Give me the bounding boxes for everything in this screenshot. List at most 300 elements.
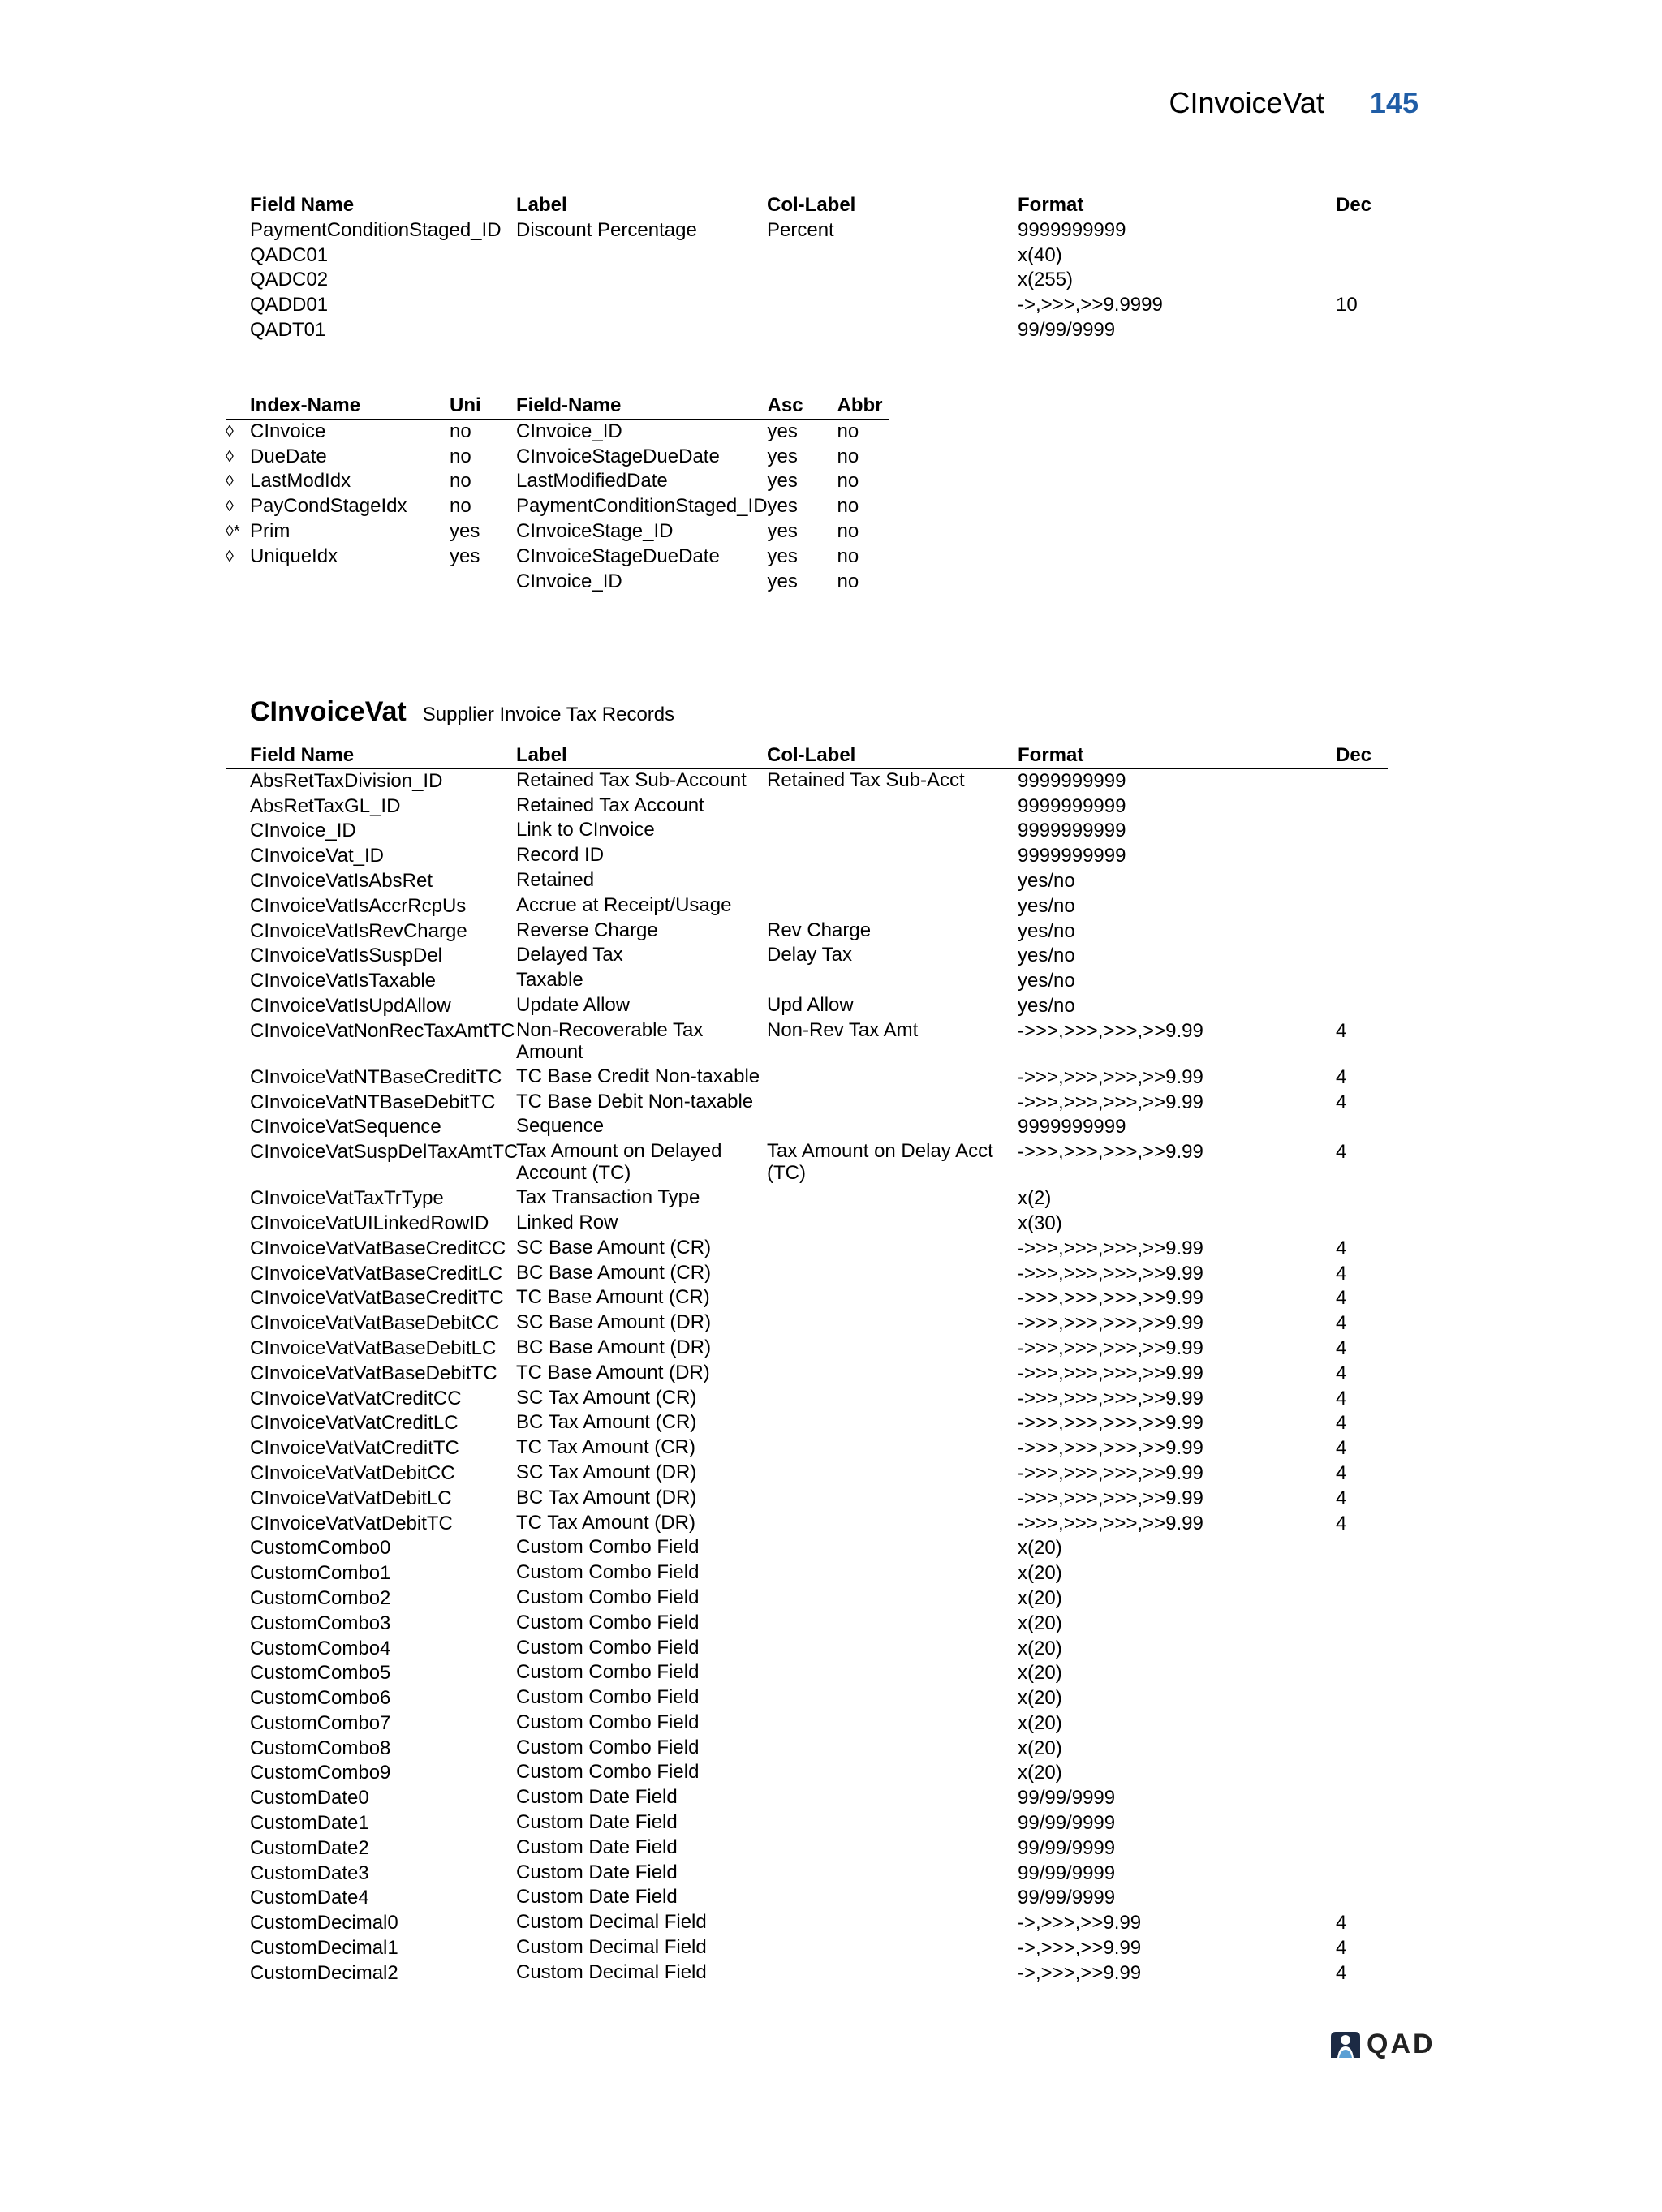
cell-uni: [450, 570, 516, 595]
table-header-row: [226, 193, 1388, 218]
table-row: [226, 1211, 1388, 1237]
table-row: [226, 544, 889, 570]
table-row: [226, 1411, 1388, 1436]
table-row: [226, 419, 889, 444]
table-row: [226, 1561, 1388, 1586]
column-header: Col-Label: [767, 194, 856, 216]
qad-logo-text: QAD: [1367, 2029, 1436, 2059]
table-row: [226, 969, 1388, 994]
cell-abbr: no: [837, 495, 859, 518]
cell-label: TC Base Debit Non-taxable: [516, 1090, 754, 1112]
cell-dec: [1336, 218, 1388, 243]
row-spacer: [226, 844, 250, 869]
row-spacer: [226, 1686, 250, 1711]
table-row: [226, 819, 1388, 844]
cell-dec: [1336, 1886, 1388, 1911]
cell-col-label: [767, 1262, 1018, 1287]
cell-format: yes/no: [1018, 994, 1075, 1017]
cell-format: ->>>,>>>,>>>,>>9.99: [1018, 1312, 1203, 1335]
cell-index-name: LastModIdx: [250, 470, 351, 493]
cell-dec: [1336, 1637, 1388, 1662]
cell-asc: yes: [767, 570, 798, 592]
index-marker: ◊: [226, 472, 234, 491]
cell-col-label: [767, 1091, 1018, 1116]
cell-field-name: CInvoiceVatVatCreditLC: [250, 1412, 459, 1435]
index-marker: ◊: [226, 422, 234, 441]
cell-dec: 4: [1336, 1091, 1347, 1113]
row-spacer: [226, 1512, 250, 1537]
cell-format: 9999999999: [1018, 794, 1126, 817]
cell-field-name: CInvoiceStage_ID: [516, 519, 674, 542]
cell-label: Custom Combo Field: [516, 1536, 700, 1559]
cell-col-label: [767, 1512, 1018, 1537]
cell-label: [516, 293, 767, 318]
cell-label: Accrue at Receipt/Usage: [516, 893, 732, 916]
cell-index-name: CInvoice: [250, 420, 326, 442]
cell-col-label: [767, 1286, 1018, 1311]
row-spacer: [226, 1411, 250, 1436]
cell-field-name: CustomCombo7: [250, 1711, 391, 1734]
row-spacer: [226, 768, 250, 794]
index-marker: ◊*: [226, 522, 240, 540]
row-spacer: [226, 1886, 250, 1911]
cell-label: Custom Date Field: [516, 1811, 678, 1834]
cell-label: Custom Date Field: [516, 1835, 678, 1858]
cell-col-label: [767, 869, 1018, 894]
cell-label: Custom Date Field: [516, 1786, 678, 1809]
cell-col-label: [767, 969, 1018, 994]
index-marker: ◊: [226, 447, 234, 466]
column-header: Dec: [1336, 194, 1372, 216]
cell-label: [516, 243, 767, 269]
row-spacer: [226, 1019, 250, 1065]
cell-field-name: QADT01: [250, 318, 326, 341]
table-header-row: [226, 743, 1388, 768]
cell-label: [516, 318, 767, 343]
cell-label: Custom Decimal Field: [516, 1911, 707, 1934]
cell-col-label: [767, 894, 1018, 919]
cell-col-label: [767, 1836, 1018, 1861]
cell-label: Update Allow: [516, 993, 631, 1016]
cell-label: Custom Date Field: [516, 1861, 678, 1883]
cell-field-name: CInvoiceStageDueDate: [516, 445, 720, 467]
cell-format: x(20): [1018, 1762, 1062, 1784]
header-spacer: [226, 394, 250, 419]
cell-field-name: AbsRetTaxDivision_ID: [250, 769, 443, 792]
table-row: [226, 944, 1388, 969]
cell-uni: no: [450, 420, 471, 442]
cell-label: SC Tax Amount (DR): [516, 1461, 697, 1483]
cell-field-name: CInvoiceVatVatBaseDebitCC: [250, 1312, 500, 1335]
cell-label: BC Base Amount (DR): [516, 1336, 712, 1358]
cell-format: ->,>>>,>>9.99: [1018, 1937, 1142, 1960]
cell-field-name: CInvoiceVatVatBaseDebitLC: [250, 1336, 497, 1359]
page-header-title: CInvoiceVat: [1169, 86, 1324, 119]
cell-field-name: CInvoiceVatIsSuspDel: [250, 945, 442, 967]
cell-label: TC Base Credit Non-taxable: [516, 1065, 760, 1087]
cell-col-label: [767, 1886, 1018, 1911]
row-spacer: [226, 1387, 250, 1412]
cell-dec: [1336, 1786, 1388, 1811]
cell-abbr: no: [837, 544, 859, 567]
cell-dec: 4: [1336, 1961, 1347, 1984]
cell-col-label: [767, 1861, 1018, 1887]
cell-format: ->>>,>>>,>>>,>>9.99: [1018, 1019, 1203, 1042]
row-spacer: [226, 1091, 250, 1116]
cell-dec: [1336, 1661, 1388, 1686]
cell-field-name: CInvoice_ID: [516, 570, 622, 592]
cell-field-name: CustomDate0: [250, 1787, 369, 1810]
cell-field-name: CInvoiceVatSequence: [250, 1116, 441, 1138]
cell-col-label: [767, 243, 1018, 269]
cell-field-name: CInvoiceVatVatBaseCreditLC: [250, 1262, 503, 1285]
table-row: [226, 1736, 1388, 1762]
cell-format: 99/99/9999: [1018, 1887, 1116, 1909]
row-spacer: [226, 243, 250, 269]
table-row: [226, 1861, 1388, 1887]
row-spacer: [226, 1140, 250, 1186]
cell-label: TC Tax Amount (CR): [516, 1436, 695, 1459]
cell-col-label: [767, 1561, 1018, 1586]
cell-label: Sequence: [516, 1115, 605, 1138]
table-row: [226, 1237, 1388, 1262]
cell-dec: [1336, 1211, 1388, 1237]
cell-format: 99/99/9999: [1018, 1787, 1116, 1810]
cell-dec: 4: [1336, 1312, 1347, 1335]
cell-col-label: [767, 1911, 1018, 1936]
cell-dec: [1336, 1861, 1388, 1887]
cell-dec: [1336, 994, 1388, 1019]
cell-field-name: CInvoiceVatUILinkedRowID: [250, 1211, 489, 1234]
cell-abbr: no: [837, 570, 859, 592]
cell-format: x(20): [1018, 1637, 1062, 1659]
row-spacer: [226, 1336, 250, 1362]
cell-format: ->,>>>,>>9.99: [1018, 1961, 1142, 1984]
cell-format: ->>>,>>>,>>>,>>9.99: [1018, 1141, 1203, 1164]
table-row: [226, 469, 889, 494]
cell-label: Tax Amount on Delayed Account (TC): [516, 1140, 722, 1185]
table-row: [226, 1065, 1388, 1091]
table-row: [226, 1612, 1388, 1637]
cell-format: yes/no: [1018, 945, 1075, 967]
cell-format: ->>>,>>>,>>>,>>9.99: [1018, 1387, 1203, 1409]
cell-col-label: [767, 1461, 1018, 1487]
row-spacer: [226, 1612, 250, 1637]
cell-format: yes/no: [1018, 894, 1075, 917]
cell-field-name: CInvoiceVatSuspDelTaxAmtTC: [250, 1141, 519, 1164]
row-spacer: [226, 1461, 250, 1487]
cell-col-label: [767, 1115, 1018, 1140]
column-header: Label: [516, 194, 567, 216]
table-row: [226, 293, 1388, 318]
cell-col-label: Percent: [767, 218, 834, 241]
table-row: [226, 1140, 1388, 1186]
cell-dec: 4: [1336, 1262, 1347, 1285]
table-row: [226, 1115, 1388, 1140]
row-spacer: [226, 1637, 250, 1662]
cell-asc: yes: [767, 420, 798, 442]
cell-field-name: CInvoiceVatIsUpdAllow: [250, 994, 451, 1017]
table-header-row: [226, 394, 889, 419]
row-spacer: [226, 1711, 250, 1736]
cell-dec: 4: [1336, 1141, 1347, 1164]
row-spacer: [226, 794, 250, 820]
cell-field-name: PaymentConditionStaged_ID: [516, 495, 768, 518]
table-row: [226, 570, 889, 595]
column-header: Field-Name: [516, 394, 768, 419]
cell-col-label: [767, 1711, 1018, 1736]
cell-label: Custom Combo Field: [516, 1586, 700, 1608]
cell-dec: [1336, 1811, 1388, 1836]
cell-format: ->>>,>>>,>>>,>>9.99: [1018, 1487, 1203, 1509]
cell-dec: 4: [1336, 1937, 1347, 1960]
cell-label: Linked Row: [516, 1211, 618, 1233]
cell-col-label: [767, 1686, 1018, 1711]
cell-label: Custom Combo Field: [516, 1761, 700, 1784]
cell-dec: [1336, 1115, 1388, 1140]
cell-field-name: CustomCombo5: [250, 1662, 391, 1685]
row-spacer: [226, 919, 250, 945]
column-header: Label: [516, 743, 767, 768]
cell-format: x(20): [1018, 1711, 1062, 1734]
cell-field-name: CustomCombo9: [250, 1762, 391, 1784]
cell-col-label: [767, 268, 1018, 293]
cell-abbr: no: [837, 519, 859, 542]
row-spacer: [226, 1911, 250, 1936]
cell-field-name: CInvoiceVat_ID: [250, 845, 384, 867]
cell-dec: 4: [1336, 1437, 1347, 1460]
cell-field-name: AbsRetTaxGL_ID: [250, 794, 401, 817]
table-row: [226, 1961, 1388, 1986]
row-spacer: [226, 969, 250, 994]
cell-field-name: CInvoiceVatIsRevCharge: [250, 919, 467, 942]
cell-dec: [1336, 819, 1388, 844]
cell-dec: [1336, 794, 1388, 820]
cell-dec: 4: [1336, 1512, 1347, 1534]
cell-col-label: [767, 1936, 1018, 1961]
cell-field-name: QADD01: [250, 294, 329, 316]
cell-col-label: [767, 1586, 1018, 1612]
cell-field-name: CustomDecimal1: [250, 1937, 398, 1960]
cell-format: x(20): [1018, 1537, 1062, 1560]
cell-label: Non-Recoverable Tax Amount: [516, 1018, 704, 1063]
cell-col-label: Non-Rev Tax Amt: [767, 1018, 919, 1041]
cell-label: Tax Transaction Type: [516, 1186, 700, 1209]
cell-col-label: [767, 1336, 1018, 1362]
table-row: [226, 1711, 1388, 1736]
cell-uni: no: [450, 470, 471, 493]
cell-field-name: CustomCombo8: [250, 1736, 391, 1759]
table-row: [226, 1461, 1388, 1487]
table-row: [226, 1761, 1388, 1786]
cell-format: x(30): [1018, 1211, 1062, 1234]
table-row: [226, 318, 1388, 343]
cell-dec: [1336, 844, 1388, 869]
cell-label: Custom Combo Field: [516, 1561, 700, 1584]
cell-field-name: PaymentConditionStaged_ID: [250, 218, 502, 241]
cell-dec: [1336, 1836, 1388, 1861]
cell-label: Retained Tax Sub-Account: [516, 768, 747, 791]
row-spacer: [226, 1487, 250, 1512]
table-row: [226, 768, 1388, 794]
cell-field-name: CustomCombo1: [250, 1562, 391, 1585]
cell-dec: 4: [1336, 1336, 1347, 1359]
row-spacer: [226, 1436, 250, 1461]
row-spacer: [226, 1211, 250, 1237]
page-header: [1169, 86, 1419, 120]
cell-format: 9999999999: [1018, 820, 1126, 842]
cell-field-name: CInvoiceVatNTBaseDebitTC: [250, 1091, 496, 1113]
column-header: Abbr: [837, 394, 889, 419]
cell-dec: 4: [1336, 1912, 1347, 1934]
cell-dec: [1336, 768, 1388, 794]
row-spacer: [226, 819, 250, 844]
cell-dec: 4: [1336, 1362, 1347, 1384]
cell-col-label: [767, 1612, 1018, 1637]
cell-label: BC Base Amount (CR): [516, 1261, 712, 1284]
column-header: Dec: [1336, 743, 1388, 768]
cell-dec: [1336, 869, 1388, 894]
cell-field-name: CustomCombo4: [250, 1637, 391, 1659]
cell-format: x(20): [1018, 1612, 1062, 1634]
cell-asc: yes: [767, 445, 798, 467]
cell-col-label: [767, 819, 1018, 844]
column-header: Uni: [450, 394, 516, 419]
cell-abbr: no: [837, 445, 859, 467]
cell-abbr: no: [837, 420, 859, 442]
cell-col-label: Retained Tax Sub-Acct: [767, 768, 965, 791]
cell-col-label: [767, 1211, 1018, 1237]
cell-dec: 4: [1336, 1412, 1347, 1435]
cell-label: TC Base Amount (CR): [516, 1286, 710, 1309]
cell-dec: [1336, 1186, 1388, 1211]
cell-field-name: CustomDate3: [250, 1861, 369, 1884]
cell-format: 9999999999: [1018, 1116, 1126, 1138]
table-row: [226, 1661, 1388, 1686]
cell-field-name: LastModifiedDate: [516, 470, 668, 493]
cell-format: ->>>,>>>,>>>,>>9.99: [1018, 1362, 1203, 1384]
table-row: [226, 844, 1388, 869]
cell-field-name: CInvoiceVatNonRecTaxAmtTC: [250, 1019, 515, 1042]
index-table: [226, 394, 889, 594]
cell-dec: [1336, 919, 1388, 945]
cell-field-name: CustomCombo3: [250, 1612, 391, 1634]
cell-dec: [1336, 969, 1388, 994]
cell-label: Discount Percentage: [516, 218, 697, 241]
cell-col-label: [767, 1661, 1018, 1686]
cell-format: x(255): [1018, 269, 1074, 291]
cell-dec: [1336, 243, 1388, 269]
cell-uni: yes: [450, 519, 480, 542]
cell-abbr: no: [837, 470, 859, 493]
table-row: [226, 519, 889, 544]
table-row: [226, 1019, 1388, 1065]
cell-dec: 4: [1336, 1487, 1347, 1509]
cell-format: x(20): [1018, 1562, 1062, 1585]
row-spacer: [226, 1786, 250, 1811]
column-header: Index-Name: [250, 394, 450, 419]
row-spacer: [226, 1186, 250, 1211]
cell-index-name: UniqueIdx: [250, 544, 338, 567]
row-spacer: [226, 944, 250, 969]
field-table-main: [226, 743, 1388, 1986]
cell-dec: [1336, 1612, 1388, 1637]
cell-format: yes/no: [1018, 869, 1075, 892]
cell-label: BC Tax Amount (DR): [516, 1486, 697, 1508]
cell-dec: [1336, 318, 1388, 343]
cell-dec: 4: [1336, 1019, 1347, 1042]
cell-col-label: [767, 1761, 1018, 1786]
cell-format: ->>>,>>>,>>>,>>9.99: [1018, 1512, 1203, 1534]
row-spacer: [226, 1237, 250, 1262]
table-row: [226, 268, 1388, 293]
table-row: [226, 1311, 1388, 1336]
table-row: [226, 1586, 1388, 1612]
row-spacer: [226, 869, 250, 894]
table-row: [226, 1811, 1388, 1836]
cell-dec: [1336, 1561, 1388, 1586]
table-row: [226, 919, 1388, 945]
cell-field-name: CustomDecimal2: [250, 1961, 398, 1984]
cell-col-label: [767, 844, 1018, 869]
cell-asc: yes: [767, 470, 798, 493]
cell-field-name: QADC01: [250, 243, 329, 266]
cell-field-name: CustomDate2: [250, 1836, 369, 1859]
cell-label: BC Tax Amount (CR): [516, 1411, 697, 1434]
cell-dec: 10: [1336, 294, 1358, 316]
cell-asc: yes: [767, 519, 798, 542]
cell-col-label: [767, 1786, 1018, 1811]
cell-field-name: CInvoiceVatVatDebitCC: [250, 1461, 455, 1484]
cell-field-name: CInvoiceVatVatCreditCC: [250, 1387, 462, 1409]
row-spacer: [226, 1861, 250, 1887]
header-spacer: [226, 743, 250, 768]
column-header: Field Name: [250, 743, 516, 768]
cell-uni: no: [450, 445, 471, 467]
row-spacer: [226, 1286, 250, 1311]
cell-field-name: CustomCombo6: [250, 1687, 391, 1710]
row-spacer: [226, 1936, 250, 1961]
table-row: [226, 794, 1388, 820]
cell-field-name: QADC02: [250, 269, 329, 291]
cell-index-name: Prim: [250, 519, 291, 542]
cell-format: x(2): [1018, 1187, 1052, 1210]
cell-field-name: CInvoiceVatIsTaxable: [250, 970, 437, 992]
cell-label: SC Tax Amount (CR): [516, 1386, 697, 1409]
cell-format: 99/99/9999: [1018, 1861, 1116, 1884]
cell-dec: 4: [1336, 1387, 1347, 1409]
table-row: [226, 1886, 1388, 1911]
cell-format: x(20): [1018, 1586, 1062, 1609]
row-spacer: [226, 1736, 250, 1762]
cell-col-label: [767, 1186, 1018, 1211]
cell-col-label: Rev Charge: [767, 919, 872, 941]
cell-format: ->>>,>>>,>>>,>>9.99: [1018, 1065, 1203, 1088]
table-row: [226, 1936, 1388, 1961]
cell-index-name: DueDate: [250, 445, 327, 467]
cell-field-name: CInvoiceStageDueDate: [516, 544, 720, 567]
index-marker: [226, 570, 250, 595]
cell-label: Delayed Tax: [516, 944, 623, 966]
table-row: [226, 494, 889, 519]
cell-col-label: [767, 1362, 1018, 1387]
page-number: 145: [1369, 86, 1419, 119]
cell-format: 99/99/9999: [1018, 318, 1116, 341]
table-row: [226, 218, 1388, 243]
table-row: [226, 1536, 1388, 1561]
row-spacer: [226, 1561, 250, 1586]
cell-format: 9999999999: [1018, 218, 1126, 241]
